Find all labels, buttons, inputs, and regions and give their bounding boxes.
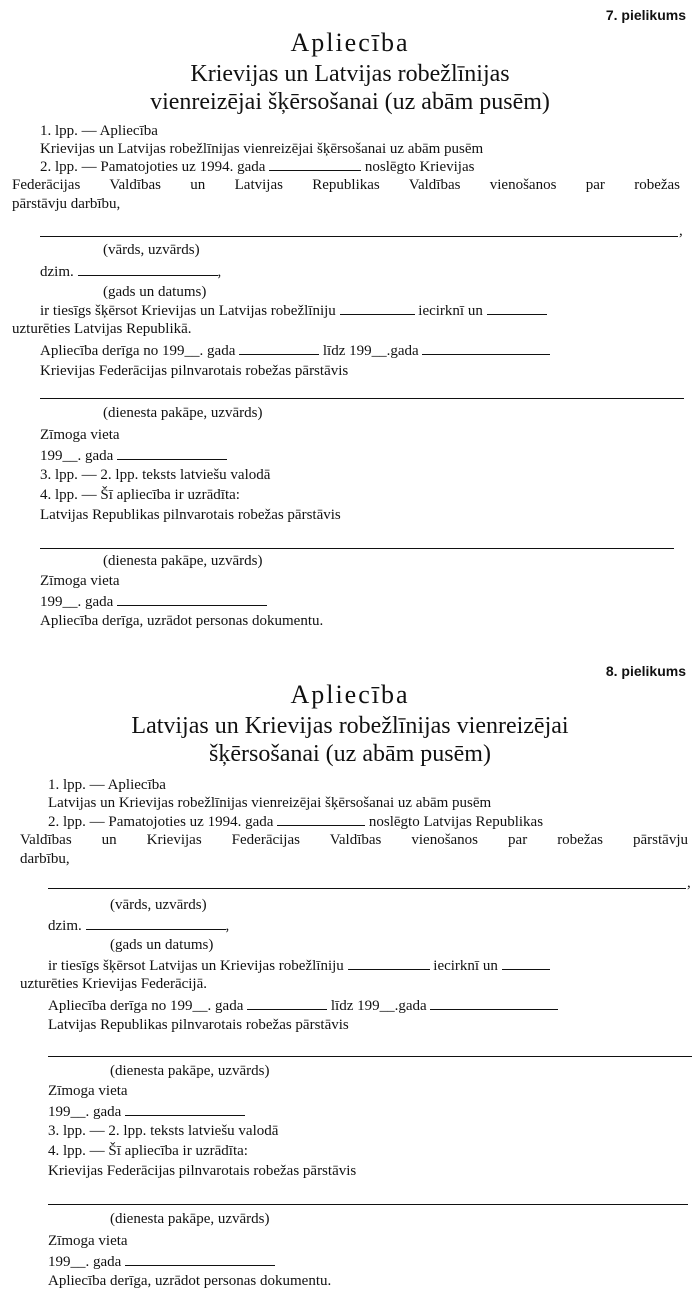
sector-blank	[348, 956, 430, 970]
page-4-text: 4. lpp. — Šī apliecība ir uzrādīta:	[40, 487, 240, 503]
page-2-intro-start: 2. lpp. — Pamatojoties uz 1994. gada	[48, 814, 274, 830]
validity-from-blank	[239, 341, 319, 355]
sector-blank-2	[502, 956, 550, 970]
validity-row	[48, 996, 558, 1015]
page-2-agreement: Valdības un Krievijas Federācijas Valdības vienošanos par robežas pārstāvju	[20, 832, 688, 848]
representative-2-signature-line	[48, 1204, 688, 1205]
year-label-2: 199__. gada	[48, 1254, 122, 1270]
rank-caption-2: (dienesta pakāpe, uzvārds)	[103, 553, 263, 569]
date-caption: (gads un datums)	[103, 284, 207, 300]
agreement-date-blank	[269, 157, 361, 171]
born-row	[48, 916, 229, 935]
certificate-title: Apliecība	[290, 680, 410, 709]
representative-1-signature-line	[48, 1056, 692, 1057]
representative-1: Krievijas Federācijas pilnvarotais robežas pārstāvis	[40, 363, 349, 379]
stamp-place-1: Zīmoga vieta	[40, 427, 120, 443]
born-row	[40, 262, 221, 281]
validity-to: līdz 199__.gada	[330, 998, 427, 1014]
name-line	[40, 236, 678, 237]
page-2-intro-end: noslēgto Latvijas Republikas	[368, 814, 544, 830]
page-2-closing: pārstāvju darbību,	[12, 196, 121, 212]
birth-date-blank	[86, 916, 226, 930]
born-comma: ,	[225, 918, 230, 934]
name-caption: (vārds, uzvārds)	[103, 242, 200, 258]
validity-to: līdz 199__.gada	[322, 343, 419, 359]
rank-caption-2: (dienesta pakāpe, uzvārds)	[110, 1211, 270, 1227]
entitled-row	[40, 301, 547, 320]
validity-from: Apliecība derīga no 199__. gada	[48, 998, 244, 1014]
name-caption: (vārds, uzvārds)	[110, 897, 207, 913]
name-line-comma: ,	[679, 223, 683, 239]
entitled-text: ir tiesīgs šķērsot Krievijas un Latvijas robežlīniju	[40, 303, 336, 319]
representative-1-signature-line	[40, 398, 684, 399]
page-1-label: 1. lpp. — Apliecība	[40, 123, 158, 139]
name-line	[48, 888, 686, 889]
year-row-1	[40, 446, 227, 465]
page-2-intro	[48, 812, 543, 831]
certificate-title: Apliecība	[290, 28, 410, 57]
page-3-text: 3. lpp. — 2. lpp. teksts latviešu valodā	[48, 1123, 279, 1139]
sector-blank-2	[487, 301, 547, 315]
born-label: dzim.	[48, 918, 82, 934]
year-blank-1	[125, 1102, 245, 1116]
certificate-subtitle-line-2: šķērsošanai (uz abām pusēm)	[209, 741, 491, 767]
validity-row	[40, 341, 550, 360]
entitled-text: ir tiesīgs šķērsot Latvijas un Krievijas robežlīniju	[48, 958, 344, 974]
page-2-closing: darbību,	[20, 851, 70, 867]
page-2-agreement: Federācijas Valdības un Latvijas Republikas Valdības vienošanos par robežas	[12, 177, 680, 193]
representative-2-signature-line	[40, 548, 674, 549]
year-blank-2	[117, 592, 267, 606]
representative-1: Latvijas Republikas pilnvarotais robežas pārstāvis	[48, 1017, 349, 1033]
year-blank-2	[125, 1252, 275, 1266]
annex-label: 7. pielikums	[605, 7, 686, 23]
born-label: dzim.	[40, 264, 74, 280]
representative-2: Krievijas Federācijas pilnvarotais robežas pārstāvis	[48, 1163, 357, 1179]
page-1-text: Latvijas un Krievijas robežlīnijas vienreizējai šķērsošanai uz abām pusēm	[48, 795, 492, 811]
year-blank-1	[117, 446, 227, 460]
page-2-intro-start: 2. lpp. — Pamatojoties uz 1994. gada	[40, 159, 266, 175]
stay-text: uzturēties Krievijas Federācijā.	[20, 976, 208, 992]
certificate-subtitle-line-1: Latvijas un Krievijas robežlīnijas vienreizējai	[131, 713, 569, 739]
annex-label: 8. pielikums	[605, 663, 686, 679]
validity-to-blank	[422, 341, 550, 355]
rank-caption-1: (dienesta pakāpe, uzvārds)	[103, 405, 263, 421]
entitled-text-end: iecirknī un	[418, 303, 483, 319]
validity-to-blank	[430, 996, 558, 1010]
page-3-text: 3. lpp. — 2. lpp. teksts latviešu valodā	[40, 467, 271, 483]
year-row-2	[40, 592, 267, 611]
stamp-place-2: Zīmoga vieta	[48, 1233, 128, 1249]
page-2-intro	[40, 157, 474, 176]
final-note: Apliecība derīga, uzrādot personas dokumentu.	[40, 613, 324, 629]
stay-text: uzturēties Latvijas Republikā.	[12, 321, 192, 337]
certificate-subtitle-line-2: vienreizējai šķērsošanai (uz abām pusēm)	[150, 89, 550, 115]
entitled-text-end: iecirknī un	[433, 958, 498, 974]
born-comma: ,	[217, 264, 222, 280]
year-label-2: 199__. gada	[40, 594, 114, 610]
year-row-2	[48, 1252, 275, 1271]
page-1-label: 1. lpp. — Apliecība	[48, 777, 166, 793]
year-label-1: 199__. gada	[48, 1104, 122, 1120]
agreement-date-blank	[277, 812, 365, 826]
page-2-intro-end: noslēgto Krievijas	[364, 159, 475, 175]
birth-date-blank	[78, 262, 218, 276]
entitled-row	[48, 956, 550, 975]
page-1-text: Krievijas un Latvijas robežlīnijas vienreizējai šķērsošanai uz abām pusēm	[40, 141, 484, 157]
page-4-text: 4. lpp. — Šī apliecība ir uzrādīta:	[48, 1143, 248, 1159]
certificate-subtitle-line-1: Krievijas un Latvijas robežlīnijas	[190, 61, 510, 87]
stamp-place-1: Zīmoga vieta	[48, 1083, 128, 1099]
name-line-comma: ,	[687, 875, 691, 891]
sector-blank	[340, 301, 415, 315]
year-label-1: 199__. gada	[40, 448, 114, 464]
validity-from: Apliecība derīga no 199__. gada	[40, 343, 236, 359]
final-note: Apliecība derīga, uzrādot personas dokumentu.	[48, 1273, 332, 1289]
representative-2: Latvijas Republikas pilnvarotais robežas pārstāvis	[40, 507, 341, 523]
rank-caption-1: (dienesta pakāpe, uzvārds)	[110, 1063, 270, 1079]
validity-from-blank	[247, 996, 327, 1010]
date-caption: (gads un datums)	[110, 937, 214, 953]
stamp-place-2: Zīmoga vieta	[40, 573, 120, 589]
year-row-1	[48, 1102, 245, 1121]
